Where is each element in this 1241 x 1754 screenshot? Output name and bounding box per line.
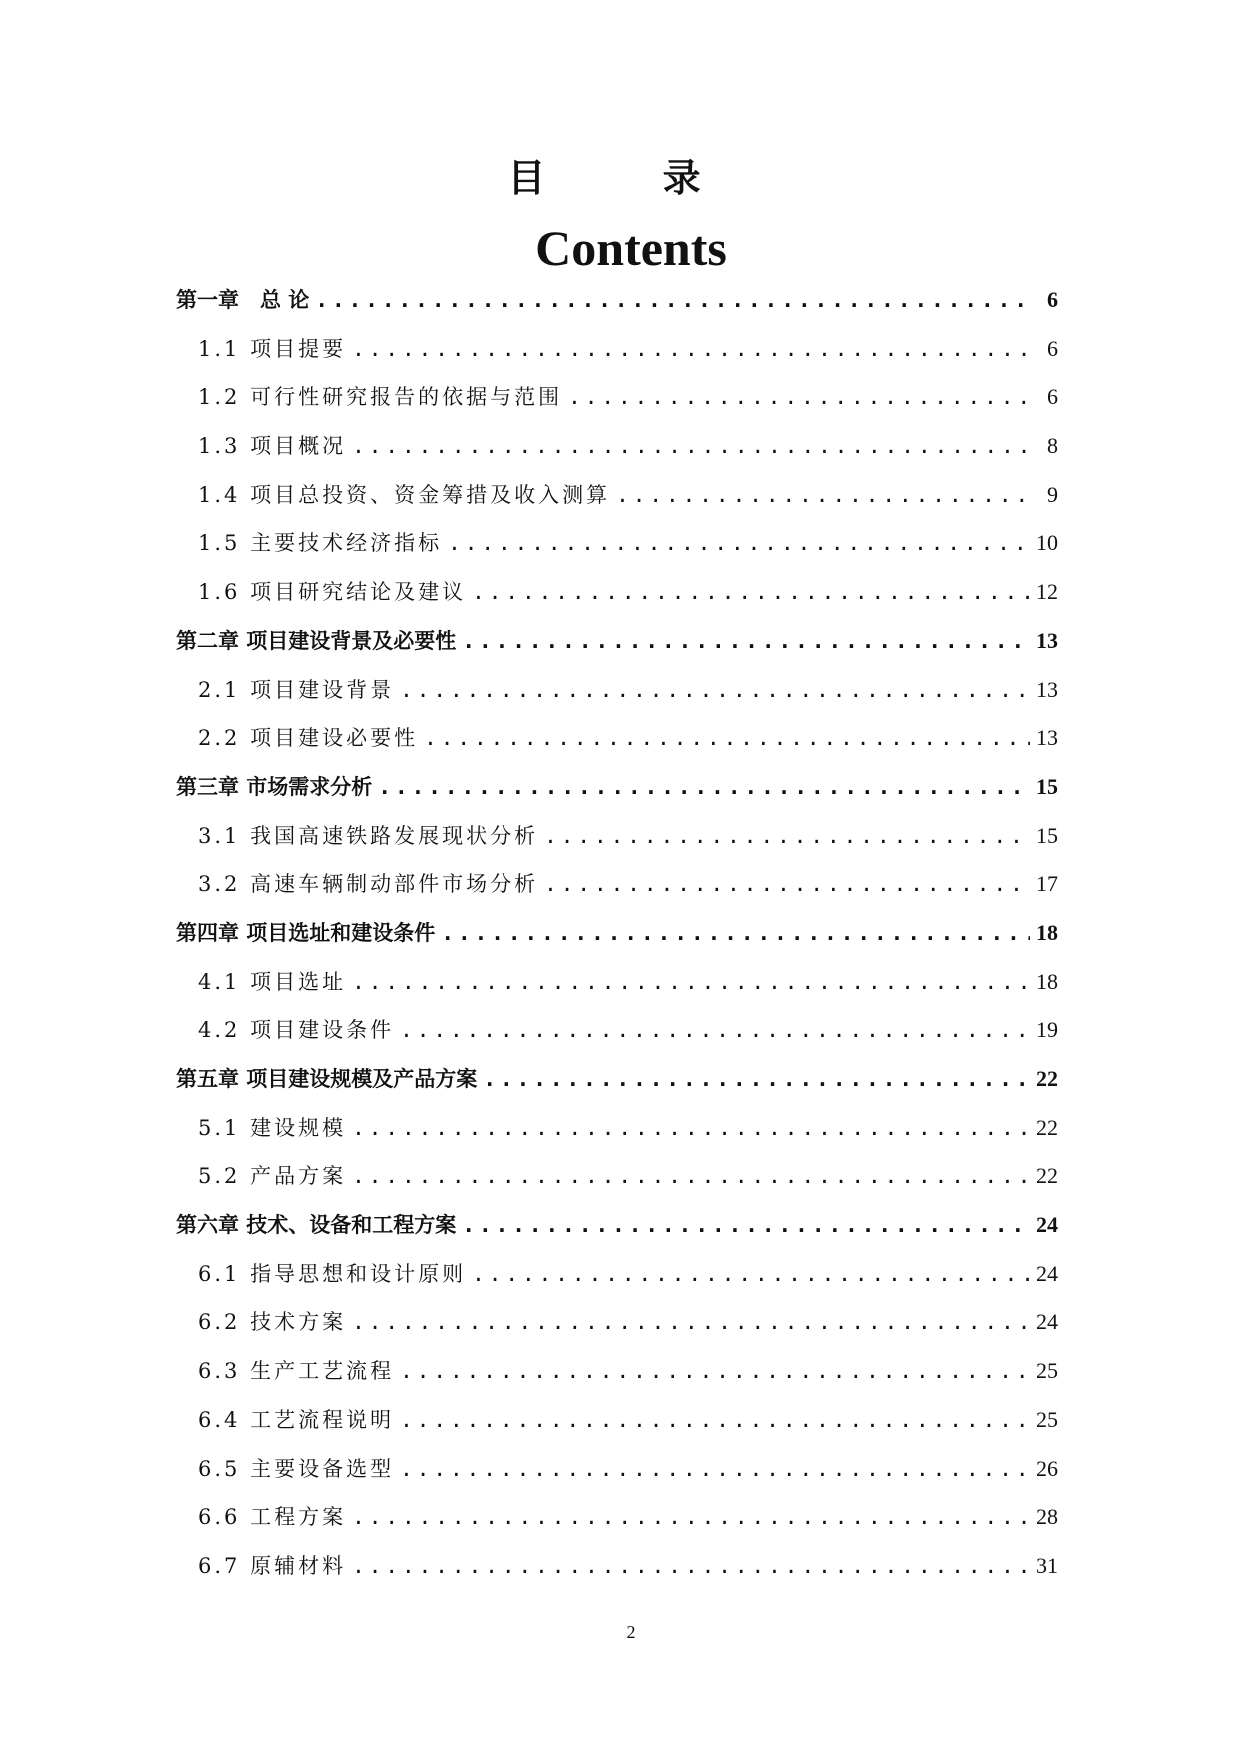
toc-entry-label: 6.4 工艺流程说明 [198, 1407, 395, 1432]
toc-dot-leader [352, 1493, 1030, 1542]
toc-dot-leader [400, 1006, 1030, 1055]
toc-entry-page-number: 9 [1047, 481, 1058, 507]
toc-entry-label: 第六章 技术、设备和工程方案 [176, 1213, 457, 1238]
toc-chapter-entry[interactable] [176, 276, 1058, 325]
toc-dot-leader [315, 276, 1030, 325]
toc-entry-page-number: 18 [1036, 919, 1058, 945]
toc-dot-leader [352, 1104, 1030, 1153]
toc-dot-leader [462, 1201, 1030, 1250]
toc-entry-label: 第三章 市场需求分析 [176, 774, 373, 799]
toc-entry-page-number: 22 [1036, 1114, 1058, 1140]
toc-dot-leader [352, 1298, 1030, 1347]
toc-entry-label: 1.5 主要技术经济指标 [198, 531, 443, 556]
toc-entry-label: 5.1 建设规模 [198, 1115, 347, 1140]
toc-section-entry[interactable] [176, 471, 1058, 520]
toc-section-entry[interactable] [176, 812, 1058, 861]
toc-entry-label: 6.7 原辅材料 [198, 1553, 347, 1578]
toc-chapter-entry[interactable] [176, 1055, 1058, 1104]
toc-section-entry[interactable] [176, 373, 1058, 422]
toc-dot-leader [400, 1396, 1030, 1445]
toc-entry-label: 第四章 项目选址和建设条件 [176, 920, 436, 945]
toc-dot-leader [352, 958, 1030, 1007]
toc-section-entry[interactable] [176, 1298, 1058, 1347]
toc-entry-label: 第一章 总 论 [176, 288, 310, 312]
toc-section-entry[interactable] [176, 1445, 1058, 1494]
toc-entry-label: 第二章 项目建设背景及必要性 [176, 628, 457, 653]
toc-entry-label: 第五章 项目建设规模及产品方案 [176, 1067, 478, 1091]
toc-entry-label: 3.1 我国高速铁路发展现状分析 [198, 823, 539, 848]
toc-section-entry[interactable] [176, 1493, 1058, 1542]
toc-section-entry[interactable] [176, 1396, 1058, 1445]
toc-entry-label: 5.2 产品方案 [198, 1164, 347, 1189]
toc-section-entry[interactable] [176, 422, 1058, 471]
toc-entry-page-number: 22 [1036, 1163, 1058, 1189]
toc-entry-page-number: 10 [1036, 530, 1058, 556]
toc-entry-page-number: 24 [1036, 1260, 1058, 1286]
toc-entry-label: 6.1 指导思想和设计原则 [198, 1261, 467, 1286]
toc-entry-page-number: 31 [1036, 1552, 1058, 1578]
toc-entry-label: 1.2 可行性研究报告的依据与范围 [198, 385, 563, 410]
page-title-chinese: 目 录 [507, 156, 753, 200]
toc-entry-page-number: 8 [1047, 433, 1058, 459]
toc-dot-leader [568, 373, 1030, 422]
toc-dot-leader [378, 763, 1030, 812]
toc-dot-leader [400, 1445, 1030, 1494]
toc-dot-leader [352, 1542, 1030, 1591]
toc-entry-page-number: 12 [1036, 579, 1058, 605]
toc-section-entry[interactable] [176, 1006, 1058, 1055]
toc-entry-page-number: 6 [1047, 335, 1058, 361]
toc-dot-leader [616, 471, 1030, 520]
toc-section-entry[interactable] [176, 958, 1058, 1007]
toc-section-entry[interactable] [176, 325, 1058, 374]
toc-entry-page-number: 25 [1036, 1406, 1058, 1432]
toc-entry-page-number: 6 [1047, 287, 1058, 312]
toc-section-entry[interactable] [176, 666, 1058, 715]
toc-dot-leader [400, 666, 1030, 715]
toc-entry-page-number: 22 [1036, 1066, 1058, 1091]
toc-dot-leader [400, 1347, 1030, 1396]
page-title-english: Contents [535, 220, 727, 276]
toc-section-entry[interactable] [176, 568, 1058, 617]
toc-entry-page-number: 26 [1036, 1455, 1058, 1481]
toc-entry-page-number: 17 [1036, 871, 1058, 897]
toc-dot-leader [462, 617, 1030, 666]
toc-entry-page-number: 24 [1036, 1212, 1058, 1238]
toc-entry-label: 1.1 项目提要 [198, 336, 347, 361]
toc-section-entry[interactable] [176, 1347, 1058, 1396]
toc-section-entry[interactable] [176, 1152, 1058, 1201]
toc-entry-page-number: 19 [1036, 1017, 1058, 1043]
toc-entry-label: 3.2 高速车辆制动部件市场分析 [198, 872, 539, 897]
page-number: 2 [626, 1622, 636, 1642]
toc-chapter-entry[interactable] [176, 617, 1058, 666]
table-of-contents [176, 276, 1058, 1591]
toc-section-entry[interactable] [176, 1104, 1058, 1153]
toc-entry-label: 1.3 项目概况 [198, 434, 347, 459]
toc-entry-page-number: 13 [1036, 676, 1058, 702]
toc-section-entry[interactable] [176, 1250, 1058, 1299]
toc-section-entry[interactable] [176, 714, 1058, 763]
toc-dot-leader [352, 422, 1030, 471]
toc-dot-leader [441, 909, 1030, 958]
toc-entry-page-number: 13 [1036, 627, 1058, 653]
toc-dot-leader [544, 812, 1030, 861]
toc-chapter-entry[interactable] [176, 1201, 1058, 1250]
toc-chapter-entry[interactable] [176, 909, 1058, 958]
toc-entry-page-number: 15 [1036, 773, 1058, 799]
toc-entry-page-number: 28 [1036, 1504, 1058, 1530]
toc-entry-page-number: 13 [1036, 725, 1058, 751]
toc-entry-page-number: 18 [1036, 968, 1058, 994]
toc-entry-page-number: 15 [1036, 822, 1058, 848]
toc-entry-label: 4.2 项目建设条件 [198, 1018, 395, 1043]
toc-entry-label: 6.3 生产工艺流程 [198, 1359, 395, 1384]
toc-entry-label: 6.6 工程方案 [198, 1505, 347, 1530]
toc-dot-leader [424, 714, 1030, 763]
toc-dot-leader [483, 1055, 1030, 1104]
toc-entry-label: 4.1 项目选址 [198, 969, 347, 994]
toc-entry-label: 6.2 技术方案 [198, 1310, 347, 1335]
toc-entry-page-number: 25 [1036, 1358, 1058, 1384]
toc-entry-label: 2.1 项目建设背景 [198, 677, 395, 702]
toc-section-entry[interactable] [176, 519, 1058, 568]
toc-chapter-entry[interactable] [176, 763, 1058, 812]
toc-entry-label: 1.4 项目总投资、资金筹措及收入测算 [198, 482, 611, 507]
toc-dot-leader [448, 519, 1030, 568]
toc-dot-leader [352, 1152, 1030, 1201]
toc-dot-leader [472, 568, 1030, 617]
toc-entry-label: 2.2 项目建设必要性 [198, 726, 419, 751]
toc-section-entry[interactable] [176, 860, 1058, 909]
toc-entry-label: 6.5 主要设备选型 [198, 1456, 395, 1481]
toc-entry-label: 1.6 项目研究结论及建议 [198, 580, 467, 605]
toc-entry-page-number: 6 [1047, 384, 1058, 410]
toc-dot-leader [472, 1250, 1030, 1299]
toc-section-entry[interactable] [176, 1542, 1058, 1591]
toc-entry-page-number: 24 [1036, 1309, 1058, 1335]
toc-dot-leader [352, 325, 1030, 374]
toc-dot-leader [544, 860, 1030, 909]
